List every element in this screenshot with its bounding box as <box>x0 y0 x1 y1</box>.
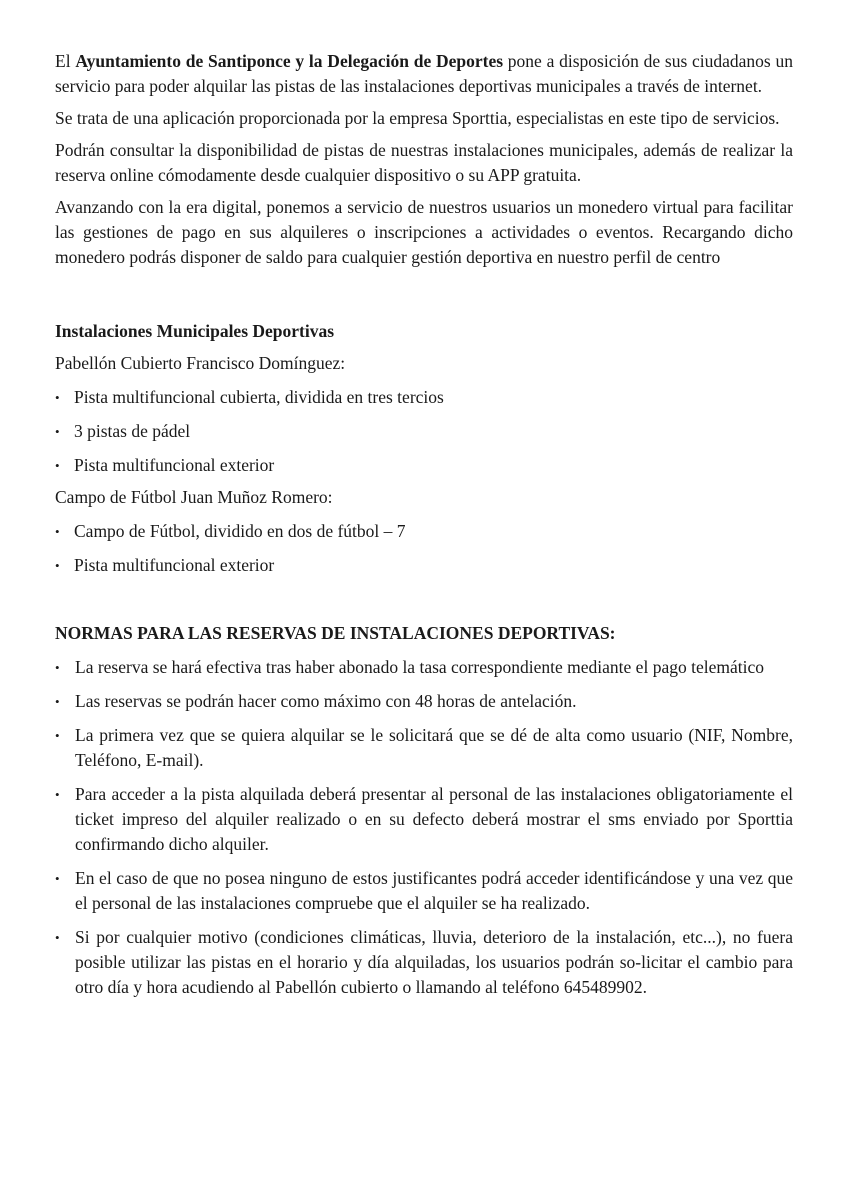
norm-item <box>55 689 793 714</box>
list-item-text: Pista multifuncional exterior <box>74 555 275 575</box>
field-list <box>55 519 793 578</box>
bullet-icon: • <box>55 787 60 802</box>
norm-item-text: La reserva se hará efectiva tras haber abonado la tasa correspondiente mediante el pago telemático <box>75 657 764 677</box>
bullet-icon: • <box>55 871 60 886</box>
bullet-icon: • <box>55 458 60 473</box>
intro-paragraph-2: Se trata de una aplicación proporcionada por la empresa Sporttia, especialistas en este tipo de servicios. <box>55 108 780 128</box>
norm-item-text: Las reservas se podrán hacer como máximo con 48 horas de antelación. <box>75 691 577 711</box>
norms-list <box>55 655 793 1000</box>
norm-item <box>55 782 793 857</box>
norm-item-text: Si por cualquier motivo (condiciones climáticas, lluvia, deterioro de la instalación, etc...), no fuera posible utilizar las pistas en el horario y día alquiladas, los usuarios podrán so-licitar el cambio para otro día y hora acudiendo al Pabellón cubierto o llamando al teléfono 645489902. <box>75 927 793 997</box>
norm-item <box>55 866 793 916</box>
bullet-icon: • <box>55 558 60 573</box>
norm-item <box>55 655 793 680</box>
intro-paragraph-4: Avanzando con la era digital, ponemos a servicio de nuestros usuarios un monedero virtual para facilitar las gestiones de pago en sus alquileres o inscripciones a actividades o eventos. Recargando dicho monedero podrás disponer de saldo para cualquier gestión deportiva en nuestro perfil de centro <box>55 197 793 267</box>
list-item <box>55 519 793 544</box>
list-item <box>55 453 793 478</box>
facilities-title: Instalaciones Municipales Deportivas <box>55 321 335 341</box>
list-item-text: Campo de Fútbol, dividido en dos de fútbol – 7 <box>74 521 406 541</box>
list-item <box>55 385 793 410</box>
intro-p1-pre: El <box>55 51 76 71</box>
norm-item <box>55 925 793 1000</box>
bullet-icon: • <box>55 390 60 405</box>
pavilion-name: Pabellón Cubierto Francisco Domínguez: <box>55 353 346 373</box>
norm-item-text: La primera vez que se quiera alquilar se le solicitará que se dé de alta como usuario (NIF, Nombre, Teléfono, E-mail). <box>75 725 793 770</box>
norm-item-text: Para acceder a la pista alquilada deberá presentar al personal de las instalaciones obligatoriamente el ticket impreso del alquiler realizado o en su defecto deberá mostrar el sms enviado por Sporttia confirmando dicho alquiler. <box>75 784 793 854</box>
bullet-icon: • <box>55 930 60 945</box>
bullet-icon: • <box>55 524 60 539</box>
bullet-icon: • <box>55 424 60 439</box>
list-item-text: Pista multifuncional exterior <box>74 455 275 475</box>
intro-paragraph-1 <box>55 49 793 99</box>
list-item-text: Pista multifuncional cubierta, dividida en tres tercios <box>74 387 444 407</box>
list-item <box>55 419 793 444</box>
bullet-icon: • <box>55 660 60 675</box>
norms-title: NORMAS PARA LAS RESERVAS DE INSTALACIONES DEPORTIVAS: <box>55 623 616 643</box>
list-item <box>55 553 793 578</box>
bullet-icon: • <box>55 694 60 709</box>
pavilion-list <box>55 385 793 478</box>
field-name: Campo de Fútbol Juan Muñoz Romero: <box>55 487 333 507</box>
intro-p1-bold: Ayuntamiento de Santiponce y la Delegación de Deportes <box>75 51 504 71</box>
list-item-text: 3 pistas de pádel <box>74 421 191 441</box>
intro-p1-post: pone a disposición de sus ciudadanos un servicio para poder alquilar las pistas de las instalaciones deportivas municipales a través de internet. <box>55 51 794 96</box>
norm-item-text: En el caso de que no posea ninguno de estos justificantes podrá acceder identificándose y una vez que el personal de las instalaciones compruebe que el alquiler se ha realizado. <box>75 868 793 913</box>
intro-paragraph-3: Podrán consultar la disponibilidad de pistas de nuestras instalaciones municipales, además de realizar la reserva online cómodamente desde cualquier dispositivo o su APP gratuita. <box>55 140 793 185</box>
bullet-icon: • <box>55 728 60 743</box>
norm-item <box>55 723 793 773</box>
